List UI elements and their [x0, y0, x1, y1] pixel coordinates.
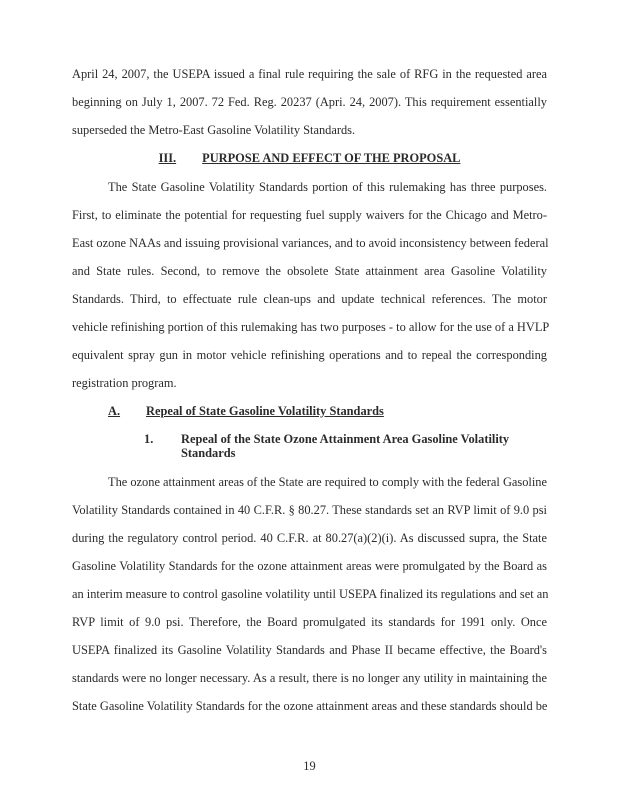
paragraph-line: April 24, 2007, the USEPA issued a final rule requiring the sale of RFG in the requested area — [72, 67, 547, 81]
paragraph-line: standards were no longer necessary. As a result, there is no longer any utility in maintaining the — [72, 671, 547, 685]
subheading-letter: A. — [108, 404, 121, 418]
paragraph-line: Gasoline Volatility Standards for the ozone attainment areas were promulgated by the Board as — [72, 559, 547, 573]
paragraph-line: and State rules. Second, to remove the obsolete State attainment area Gasoline Volatility — [72, 264, 547, 278]
paragraph-line: superseded the Metro-East Gasoline Volatility Standards. — [72, 123, 356, 137]
paragraph-line: The State Gasoline Volatility Standards portion of this rulemaking has three purposes. — [108, 180, 547, 194]
paragraph-line: Standards. Third, to effectuate rule clean-ups and update technical references. The motor — [72, 292, 547, 306]
paragraph-line: USEPA finalized its Gasoline Volatility Standards and Phase II became effective, the Board's — [72, 643, 547, 657]
subheading-a — [108, 404, 384, 418]
paragraph-line: beginning on July 1, 2007. 72 Fed. Reg. 20237 (Apri. 24, 2007). This requirement essentially — [72, 95, 547, 109]
paragraph-line: vehicle refinishing portion of this rulemaking has two purposes - to allow for the use of a HVLP — [72, 320, 550, 334]
section-number: III. — [158, 151, 177, 165]
paragraph-line: State Gasoline Volatility Standards for the ozone attainment areas and these standards should be — [72, 699, 548, 713]
section-title: PURPOSE AND EFFECT OF THE PROPOSAL — [202, 151, 461, 165]
section-heading — [0, 151, 619, 165]
paragraph-line: The ozone attainment areas of the State are required to comply with the federal Gasoline — [108, 475, 548, 489]
paragraph-line: East ozone NAAs and issuing provisional variances, and to avoid inconsistency between federal — [72, 236, 549, 250]
paragraph-line: First, to eliminate the potential for requesting fuel supply waivers for the Chicago and Metro- — [72, 208, 547, 222]
subheading-number: 1. — [144, 432, 154, 446]
subheading-title-line1: Repeal of the State Ozone Attainment Area Gasoline Volatility — [181, 432, 510, 446]
paragraph-line: RVP limit of 9.0 psi. Therefore, the Board promulgated its standards for 1991 only. Once — [72, 615, 547, 629]
paragraph-line: Volatility Standards contained in 40 C.F.R. § 80.27. These standards set an RVP limit of 9.0 psi — [72, 503, 547, 517]
paragraph-line: during the regulatory control period. 40 C.F.R. at 80.27(a)(2)(i). As discussed supra, the State — [72, 531, 547, 545]
paragraph-line: an interim measure to control gasoline volatility until USEPA finalized its regulations and set an — [72, 587, 549, 601]
paragraph-line: registration program. — [72, 376, 177, 390]
paragraph-line: equivalent spray gun in motor vehicle refinishing operations and to repeal the corresponding — [72, 348, 547, 362]
subheading-title-line2: Standards — [181, 446, 236, 460]
subheading-title: Repeal of State Gasoline Volatility Standards — [146, 404, 384, 418]
page-number: 19 — [303, 759, 316, 773]
